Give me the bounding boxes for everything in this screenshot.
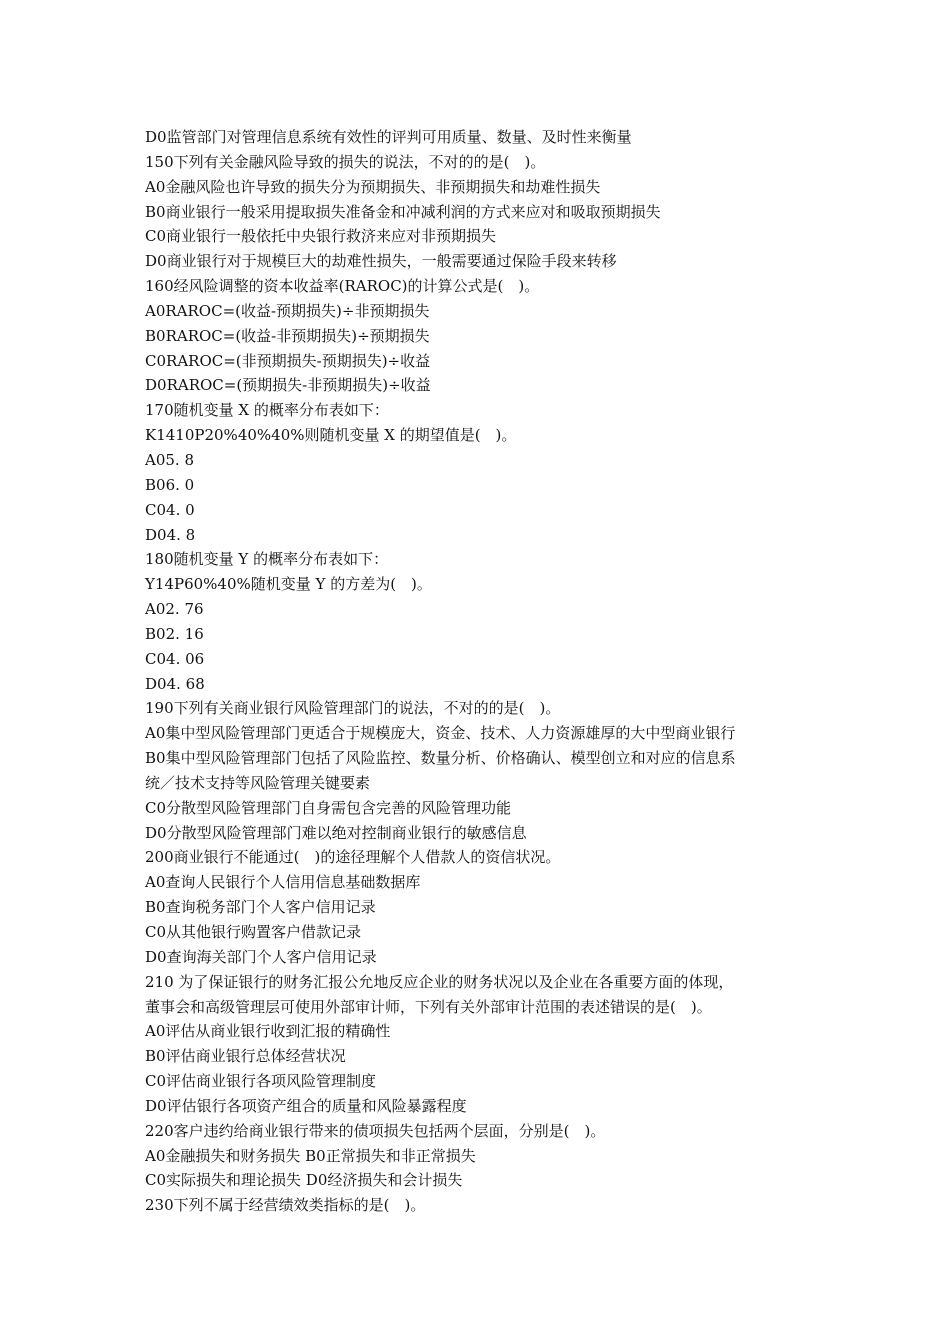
text-line: 150下列有关金融风险导致的损失的说法，不对的的是( )。 <box>145 152 546 171</box>
document-body <box>145 125 820 1218</box>
text-line: D04. 8 <box>145 525 196 544</box>
text-line: A0集中型风险管理部门更适合于规模庞大，资金、技术、人力资源雄厚的大中型商业银行 <box>145 724 736 743</box>
text-line: C0分散型风险管理部门自身需包含完善的风险管理功能 <box>145 798 512 817</box>
text-line: C0商业银行一般依托中央银行救济来应对非预期损失 <box>145 227 497 246</box>
text-line: A0RAROC=(收益-预期损失)÷非预期损失 <box>145 301 430 320</box>
text-line: B02. 16 <box>145 624 204 643</box>
text-line: D0查询海关部门个人客户信用记录 <box>145 947 377 966</box>
text-line: 董事会和高级管理层可使用外部审计师，下列有关外部审计范围的表述错误的是( )。 <box>145 997 712 1016</box>
text-line: B0商业银行一般采用提取损失准备金和冲减利润的方式来应对和吸取预期损失 <box>145 202 661 221</box>
text-line: D04. 68 <box>145 674 205 693</box>
text-line: A0评估从商业银行收到汇报的精确性 <box>145 1022 391 1041</box>
text-line: 180随机变量 Y 的概率分布表如下： <box>145 550 389 569</box>
text-line: 170随机变量 X 的概率分布表如下： <box>145 401 389 420</box>
text-line: B0评估商业银行总体经营状况 <box>145 1047 346 1066</box>
text-line: A0金融损失和财务损失 B0正常损失和非正常损失 <box>145 1146 476 1165</box>
text-line: Y14P60%40%随机变量 Y 的方差为( )。 <box>145 575 432 594</box>
text-line: B0RAROC=(收益-非预期损失)÷预期损失 <box>145 326 430 345</box>
text-line: D0评估银行各项资产组合的质量和风险暴露程度 <box>145 1096 467 1115</box>
text-line: 210 为了保证银行的财务汇报公允地反应企业的财务状况以及企业在各重要方面的体现， <box>145 972 734 991</box>
text-line: B06. 0 <box>145 475 195 494</box>
text-line: D0商业银行对于规模巨大的劫难性损失，一般需要通过保险手段来转移 <box>145 252 617 271</box>
text-line: C0RAROC=(非预期损失-预期损失)÷收益 <box>145 351 431 370</box>
text-line: A02. 76 <box>145 600 204 619</box>
text-line: C0评估商业银行各项风险管理制度 <box>145 1072 377 1091</box>
text-line: D0分散型风险管理部门难以绝对控制商业银行的敏感信息 <box>145 823 527 842</box>
text-line: D0监管部门对管理信息系统有效性的评判可用质量、数量、及时性来衡量 <box>145 128 632 146</box>
text-line: C04. 06 <box>145 649 205 668</box>
text-line: 220客户违约给商业银行带来的债项损失包括两个层面，分别是( )。 <box>145 1121 606 1140</box>
text-line: 200商业银行不能通过( )的途径理解个人借款人的资信状况。 <box>145 848 561 867</box>
text-line: B0集中型风险管理部门包括了风险监控、数量分析、价格确认、模型创立和对应的信息系 <box>145 749 736 768</box>
text-line: C04. 0 <box>145 500 195 519</box>
text-line: B0查询税务部门个人客户信用记录 <box>145 898 376 917</box>
text-line: K1410P20%40%40%则随机变量 X 的期望值是( )。 <box>145 426 517 445</box>
text-line: A05. 8 <box>145 450 194 469</box>
text-line: D0RAROC=(预期损失-非预期损失)÷收益 <box>145 376 431 395</box>
text-line: 160经风险调整的资本收益率(RAROC)的计算公式是( )。 <box>145 277 540 296</box>
text-line: A0金融风险也许导致的损失分为预期损失、非预期损失和劫难性损失 <box>145 177 601 196</box>
text-line: 统／技术支持等风险管理关键要素 <box>145 773 371 792</box>
text-line: C0从其他银行购置客户借款记录 <box>145 923 362 941</box>
text-line: A0查询人民银行个人信用信息基础数据库 <box>145 873 421 892</box>
text-line: C0实际损失和理论损失 D0经济损失和会计损失 <box>145 1171 463 1190</box>
text-line: 190下列有关商业银行风险管理部门的说法，不对的的是( )。 <box>145 699 561 718</box>
text-line: 230下列不属于经营绩效类指标的是( )。 <box>145 1196 426 1215</box>
